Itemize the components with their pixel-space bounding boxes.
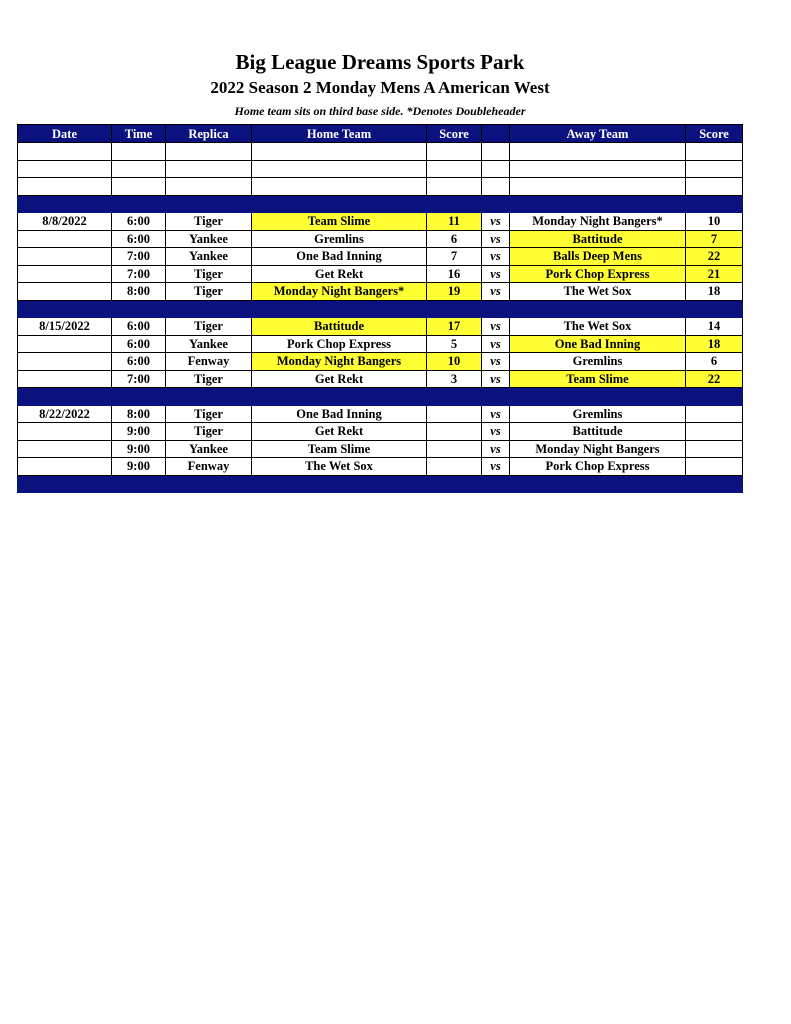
- date-cell: 8/15/2022: [18, 318, 112, 336]
- home-team-cell: Gremlins: [252, 230, 427, 248]
- away-score-cell: [686, 423, 743, 441]
- table-row: [18, 423, 743, 441]
- vs-cell: vs: [482, 458, 510, 476]
- away-team-cell: Pork Chop Express: [510, 458, 686, 476]
- time-cell: 9:00: [112, 423, 166, 441]
- time-cell: 9:00: [112, 458, 166, 476]
- home-score-cell: 10: [427, 353, 482, 371]
- replica-cell: Tiger: [166, 423, 252, 441]
- home-score-cell: 19: [427, 283, 482, 301]
- table-row: [18, 213, 743, 231]
- away-score-cell: 21: [686, 265, 743, 283]
- date-cell: [18, 230, 112, 248]
- away-score-cell: 14: [686, 318, 743, 336]
- replica-cell: Yankee: [166, 440, 252, 458]
- table-row: [18, 440, 743, 458]
- schedule-table: [17, 124, 743, 493]
- date-cell: [18, 458, 112, 476]
- home-score-cell: [427, 423, 482, 441]
- date-cell: [18, 423, 112, 441]
- time-cell: 9:00: [112, 440, 166, 458]
- col-away-score-header: Score: [686, 125, 743, 143]
- schedule-body: [18, 143, 743, 493]
- home-team-cell: Get Rekt: [252, 265, 427, 283]
- time-cell: 7:00: [112, 265, 166, 283]
- col-away-team-header: Away Team: [510, 125, 686, 143]
- vs-cell: vs: [482, 230, 510, 248]
- col-vs-header: [482, 125, 510, 143]
- replica-cell: Yankee: [166, 230, 252, 248]
- vs-cell: vs: [482, 265, 510, 283]
- home-score-cell: 5: [427, 335, 482, 353]
- time-cell: 7:00: [112, 248, 166, 266]
- vs-cell: vs: [482, 353, 510, 371]
- time-cell: 6:00: [112, 318, 166, 336]
- page-note: Home team sits on third base side. *Denotes Doubleheader: [234, 104, 526, 118]
- vs-cell: vs: [482, 423, 510, 441]
- home-team-cell: The Wet Sox: [252, 458, 427, 476]
- date-cell: [18, 370, 112, 388]
- replica-cell: Fenway: [166, 353, 252, 371]
- away-team-cell: Pork Chop Express: [510, 265, 686, 283]
- home-team-cell: Get Rekt: [252, 423, 427, 441]
- separator-row: [18, 388, 743, 406]
- col-home-team-header: Home Team: [252, 125, 427, 143]
- date-cell: [18, 283, 112, 301]
- vs-cell: vs: [482, 370, 510, 388]
- away-score-cell: [686, 405, 743, 423]
- table-row: [18, 370, 743, 388]
- away-team-cell: Monday Night Bangers: [510, 440, 686, 458]
- home-score-cell: [427, 405, 482, 423]
- time-cell: 6:00: [112, 230, 166, 248]
- vs-cell: vs: [482, 335, 510, 353]
- time-cell: 6:00: [112, 353, 166, 371]
- home-score-cell: 7: [427, 248, 482, 266]
- col-home-score-header: Score: [427, 125, 482, 143]
- away-team-cell: The Wet Sox: [510, 318, 686, 336]
- away-score-cell: 22: [686, 370, 743, 388]
- page-subtitle: 2022 Season 2 Monday Mens A American West: [210, 78, 550, 97]
- away-team-cell: Gremlins: [510, 405, 686, 423]
- away-team-cell: One Bad Inning: [510, 335, 686, 353]
- table-row: [18, 405, 743, 423]
- away-score-cell: [686, 458, 743, 476]
- away-team-cell: The Wet Sox: [510, 283, 686, 301]
- home-score-cell: 16: [427, 265, 482, 283]
- time-cell: 6:00: [112, 213, 166, 231]
- table-row: [18, 335, 743, 353]
- home-score-cell: 3: [427, 370, 482, 388]
- home-team-cell: Team Slime: [252, 213, 427, 231]
- table-header-row: [18, 125, 743, 143]
- away-team-cell: Monday Night Bangers*: [510, 213, 686, 231]
- table-row: [18, 318, 743, 336]
- replica-cell: Tiger: [166, 213, 252, 231]
- table-row: [18, 230, 743, 248]
- replica-cell: Yankee: [166, 335, 252, 353]
- home-score-cell: 11: [427, 213, 482, 231]
- replica-cell: Tiger: [166, 370, 252, 388]
- separator-row: [18, 300, 743, 318]
- home-team-cell: Get Rekt: [252, 370, 427, 388]
- away-score-cell: [686, 440, 743, 458]
- time-cell: 6:00: [112, 335, 166, 353]
- empty-row: [18, 178, 743, 196]
- vs-cell: vs: [482, 318, 510, 336]
- replica-cell: Fenway: [166, 458, 252, 476]
- col-date-header: Date: [18, 125, 112, 143]
- away-team-cell: Gremlins: [510, 353, 686, 371]
- col-time-header: Time: [112, 125, 166, 143]
- home-score-cell: [427, 440, 482, 458]
- vs-cell: vs: [482, 283, 510, 301]
- away-score-cell: 7: [686, 230, 743, 248]
- vs-cell: vs: [482, 405, 510, 423]
- time-cell: 8:00: [112, 405, 166, 423]
- table-row: [18, 458, 743, 476]
- replica-cell: Tiger: [166, 405, 252, 423]
- table-row: [18, 248, 743, 266]
- time-cell: 7:00: [112, 370, 166, 388]
- vs-cell: vs: [482, 213, 510, 231]
- home-team-cell: Monday Night Bangers: [252, 353, 427, 371]
- away-score-cell: 18: [686, 283, 743, 301]
- home-score-cell: [427, 458, 482, 476]
- empty-row: [18, 143, 743, 161]
- away-score-cell: 18: [686, 335, 743, 353]
- replica-cell: Tiger: [166, 265, 252, 283]
- home-team-cell: One Bad Inning: [252, 248, 427, 266]
- away-team-cell: Battitude: [510, 423, 686, 441]
- time-cell: 8:00: [112, 283, 166, 301]
- date-cell: [18, 265, 112, 283]
- home-team-cell: Pork Chop Express: [252, 335, 427, 353]
- table-row: [18, 265, 743, 283]
- date-cell: [18, 353, 112, 371]
- vs-cell: vs: [482, 248, 510, 266]
- separator-row: [18, 195, 743, 213]
- home-team-cell: Team Slime: [252, 440, 427, 458]
- home-team-cell: Monday Night Bangers*: [252, 283, 427, 301]
- replica-cell: Tiger: [166, 318, 252, 336]
- away-score-cell: 6: [686, 353, 743, 371]
- away-score-cell: 10: [686, 213, 743, 231]
- empty-row: [18, 160, 743, 178]
- table-row: [18, 283, 743, 301]
- away-team-cell: Team Slime: [510, 370, 686, 388]
- away-score-cell: 22: [686, 248, 743, 266]
- date-cell: [18, 248, 112, 266]
- home-score-cell: 17: [427, 318, 482, 336]
- vs-cell: vs: [482, 440, 510, 458]
- replica-cell: Tiger: [166, 283, 252, 301]
- home-team-cell: One Bad Inning: [252, 405, 427, 423]
- date-cell: [18, 335, 112, 353]
- date-cell: 8/8/2022: [18, 213, 112, 231]
- away-team-cell: Battitude: [510, 230, 686, 248]
- col-replica-header: Replica: [166, 125, 252, 143]
- separator-row: [18, 475, 743, 493]
- away-team-cell: Balls Deep Mens: [510, 248, 686, 266]
- home-team-cell: Battitude: [252, 318, 427, 336]
- date-cell: 8/22/2022: [18, 405, 112, 423]
- table-row: [18, 353, 743, 371]
- replica-cell: Yankee: [166, 248, 252, 266]
- home-score-cell: 6: [427, 230, 482, 248]
- page-title: Big League Dreams Sports Park: [235, 50, 525, 74]
- date-cell: [18, 440, 112, 458]
